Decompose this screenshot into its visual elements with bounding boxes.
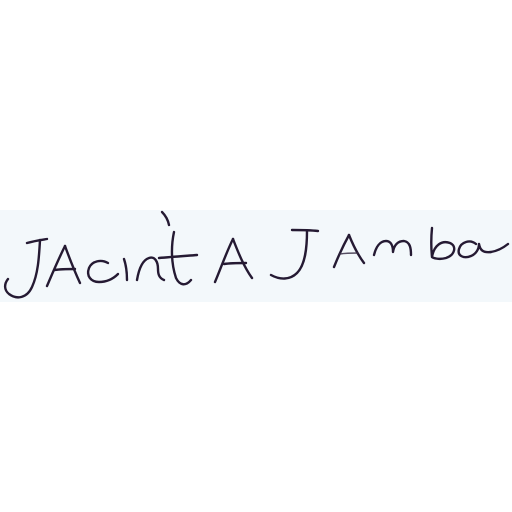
signature-stroke-a2-right [233,239,252,278]
signature-stroke-final-a [459,242,491,258]
signature-stroke-j-body [5,240,40,297]
signature-stroke-a3-left [334,235,349,267]
signature-stroke-a3-right [349,235,364,263]
signature-stroke-t-stem [172,232,191,284]
signature-stroke-j-top [27,239,47,243]
signature-stroke-a-cross [55,269,75,270]
signature-stroke-t-cross [159,255,197,258]
signature-stroke-a3-cross [340,253,358,254]
signature-stroke-j2-top [292,230,318,231]
signature-stroke-a2-cross [224,263,246,264]
signature-stroke-a2-left [215,239,233,282]
signature-stroke-b [431,228,454,259]
signature-stroke-i [124,259,127,280]
signature-stroke-j2-body [271,231,307,279]
signature-stroke-final-tail [491,244,508,252]
signature-stroke-n [137,258,164,280]
signature-stroke-accent [162,212,169,225]
signature-stroke-m [374,241,411,255]
signature-stroke-a-left [47,246,65,286]
signature-stroke-c [88,261,118,282]
signature-stroke-a-right [65,246,80,283]
